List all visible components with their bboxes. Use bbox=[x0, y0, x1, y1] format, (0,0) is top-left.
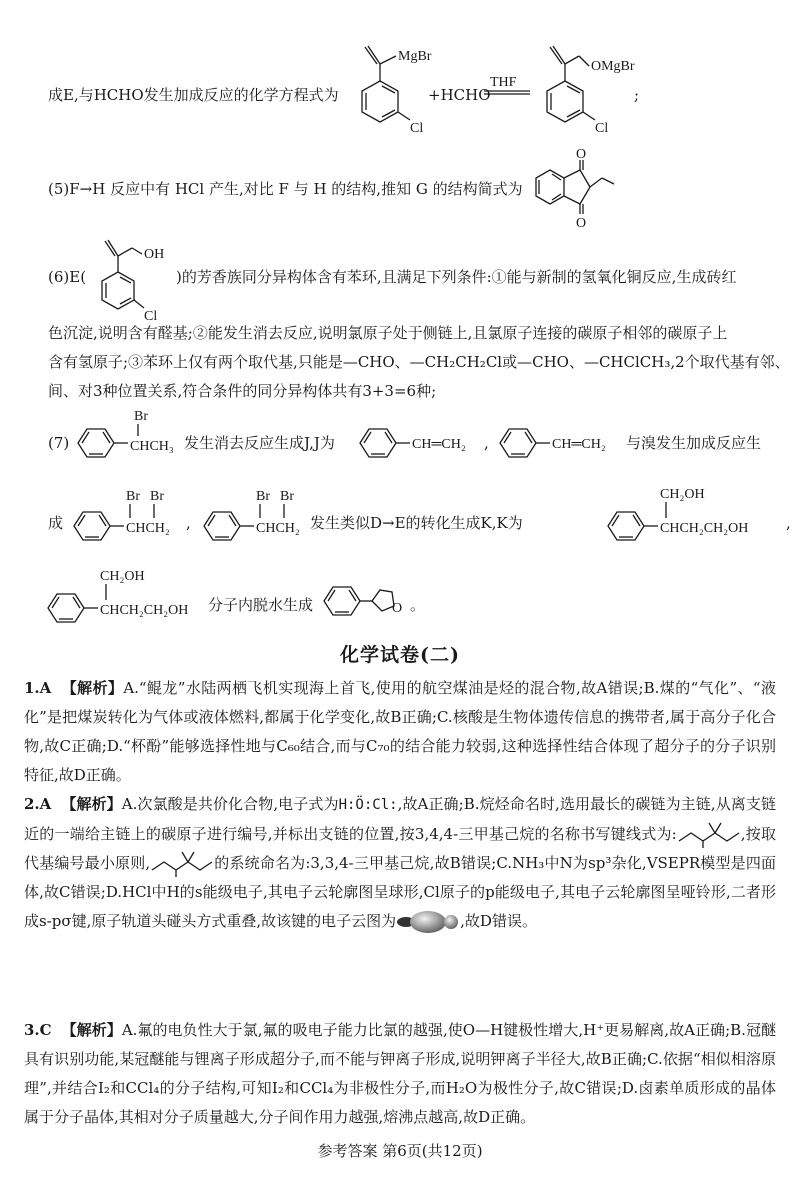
q7-comma3: , bbox=[786, 514, 791, 532]
dibromide-1-br2: Br bbox=[150, 489, 164, 504]
answer-1-text: A.“鲲龙”水陆两栖飞机实现海上首飞,使用的航空煤油是烃的混合物,故A错误;B.煤的“气化”、“液化”是把煤炭转化为气体或液体燃料,都属于化学变化,故B正确;C.核酸是生物体遗传信息的携带者,属于高分子化合物,故C正确;D.“杯酚”能够选择性地与C₆₀结合,而与C₇₀的结合能力较弱,这种选择性结合体现了超分子的分子识别特征,故D正确。 bbox=[24, 679, 776, 784]
g-o-top-label: O bbox=[576, 147, 587, 162]
compound-k-structure-icon-1 bbox=[604, 484, 784, 550]
q6-prefix: (6)E( bbox=[48, 268, 87, 286]
reactant-mgbr-label: MgBr bbox=[398, 49, 432, 64]
e-oh-label: OH bbox=[144, 247, 165, 262]
bromoethylbenzene-structure-icon bbox=[72, 409, 192, 472]
dibromide-structure-icon-1 bbox=[70, 488, 190, 550]
q7-text6: 分子内脱水生成 bbox=[208, 596, 314, 614]
compound-e-structure-icon bbox=[88, 232, 178, 324]
answer-1-tag: 【解析】 bbox=[61, 679, 124, 697]
q7-chch3-label: CHCH₃ bbox=[130, 439, 174, 454]
q7-text3: 与溴发生加成反应生 bbox=[626, 434, 762, 452]
reactant-cl-label: Cl bbox=[410, 121, 424, 136]
q7-text1: 发生消去反应生成J,J为 bbox=[184, 434, 335, 452]
answer-2 bbox=[24, 790, 776, 936]
equation-end: ; bbox=[634, 86, 640, 104]
answer-1-choice: A bbox=[39, 679, 52, 697]
answer-3-tag: 【解析】 bbox=[61, 1021, 122, 1039]
answer-3-number: 3. bbox=[24, 1021, 40, 1039]
answer-1 bbox=[24, 674, 776, 790]
answer-2-number: 2. bbox=[24, 795, 40, 813]
answer-3 bbox=[24, 1016, 776, 1132]
k2-chain-label: CHCH₂CH₂OH bbox=[100, 603, 189, 618]
compound-k-structure-icon-2 bbox=[44, 566, 224, 632]
styrene-structure-icon-2 bbox=[496, 418, 636, 468]
q7-br-label: Br bbox=[134, 409, 148, 424]
g-o-bottom-label: O bbox=[576, 216, 587, 231]
compound-g-structure-icon bbox=[530, 147, 640, 231]
q7-comma1: , bbox=[484, 434, 489, 452]
q6-line1: )的芳香族同分异构体含有苯环,且满足下列条件:①能与新制的氢氧化铜反应,生成砖红 bbox=[176, 268, 737, 286]
product-omgbr-label: OMgBr bbox=[591, 59, 635, 74]
skeletal-formula-icon-2 bbox=[150, 850, 214, 878]
answer-3-choice: C bbox=[39, 1021, 52, 1039]
answer-2-tag: 【解析】 bbox=[61, 795, 122, 813]
page-footer: 参考答案 第6页(共12页) bbox=[317, 1142, 483, 1160]
answer-2-choice: A bbox=[39, 795, 52, 813]
reactant-structure-icon bbox=[350, 36, 440, 136]
q7-text4: 发生类似D→E的转化生成K,K为 bbox=[310, 514, 523, 532]
answer-2-p3: ,按取代基编号最小原则, bbox=[24, 825, 776, 872]
dibromide-structure-icon-2 bbox=[200, 488, 320, 550]
section-title: 化学试卷(二) bbox=[340, 644, 460, 666]
product-structure-icon bbox=[535, 36, 645, 136]
styrene-1-label: CH═CH₂ bbox=[412, 437, 466, 452]
thf-o-label: O bbox=[392, 601, 403, 616]
arrow-thf-label: THF bbox=[490, 75, 517, 90]
answer-2-p4: 的系统命名为:3,3,4-三甲基己烷,故B错误;C.NH₃中N为sp³杂化,VSEPR模型是四面体,故C错误;D.HCl中H的s能级电子,其电子云轮廓图呈球形,Cl原子的p能级电子,其电子云轮廓图呈哑铃形,二者形成s-pσ键,原子轨道头碰头方式重叠,故该键的电子云图为 bbox=[24, 854, 776, 930]
q4-prefix-text: 成E,与HCHO发生加成反应的化学方程式为 bbox=[48, 86, 339, 104]
q6-line4: 间、对3种位置关系,符合条件的同分异构体共有3+3=6种; bbox=[48, 382, 437, 400]
q7-comma2: , bbox=[186, 514, 191, 532]
answer-2-p5: ,故D错误。 bbox=[460, 912, 537, 930]
phenyl-thf-structure-icon bbox=[320, 576, 420, 626]
styrene-2-label: CH═CH₂ bbox=[552, 437, 606, 452]
q7-line2-prefix: 成 bbox=[48, 514, 64, 532]
answer-2-p1: A.次氯酸是共价化合物,电子式为 bbox=[121, 795, 339, 813]
dibromide-2-br2: Br bbox=[280, 489, 294, 504]
e-cl-label: Cl bbox=[144, 309, 158, 324]
k2-ch2oh-label: CH₂OH bbox=[100, 569, 145, 584]
q7-prefix: (7) bbox=[48, 434, 70, 452]
answer-1-number: 1. bbox=[24, 679, 40, 697]
dibromide-2-br1: Br bbox=[256, 489, 270, 504]
product-cl-label: Cl bbox=[595, 121, 609, 136]
k1-chain-label: CHCH₂CH₂OH bbox=[660, 521, 749, 536]
dibromide-1-br1: Br bbox=[126, 489, 140, 504]
reaction-arrow-icon bbox=[482, 74, 532, 100]
styrene-structure-icon-1 bbox=[356, 418, 496, 468]
answer-2-p2: ,故A正确;B.烷烃命名时,选用最长的碳链为主链,从离支链近的一端给主链上的碳原子进行编号,并标出支链的位置,按3,4,4-三甲基己烷的名称书写键线式为: bbox=[24, 795, 776, 843]
dibromide-1-label: CHCH₂ bbox=[126, 521, 170, 536]
q7-end: 。 bbox=[410, 596, 426, 614]
dibromide-2-label: CHCH₂ bbox=[256, 521, 300, 536]
plus-hcho-text: +HCHO bbox=[428, 86, 491, 104]
k1-ch2oh-label: CH₂OH bbox=[660, 487, 705, 502]
electron-cloud-icon bbox=[396, 909, 460, 935]
skeletal-formula-icon-1 bbox=[677, 821, 741, 849]
hocl-electron-formula: H:Ö:Cl: bbox=[338, 797, 398, 813]
q5-text: (5)F→H 反应中有 HCl 产生,对比 F 与 H 的结构,推知 G 的结构简式为 bbox=[48, 180, 523, 198]
q6-line3: 含有氢原子;③苯环上仅有两个取代基,只能是—CHO、—CH₂CH₂Cl或—CHO、—CHClCH₃,2个取代基有邻、 bbox=[48, 353, 790, 371]
answer-3-text: A.氟的电负性大于氯,氟的吸电子能力比氯的越强,使O—H键极性增大,H⁺更易解离,故A正确;B.冠醚具有识别功能,某冠醚能与锂离子形成超分子,而不能与钾离子形成,说明钾离子半径大,故B正确;C.依据“相似相溶原理”,并结合I₂和CCl₄的分子结构,可知I₂和CCl₄为非极性分子,而H₂O为极性分子,故C错误;D.卤素单质形成的晶体属于分子晶体,其相对分子质量越大,分子间作用力越强,熔沸点越高,故D正确。 bbox=[24, 1021, 776, 1126]
q6-line2: 色沉淀,说明含有醛基;②能发生消去反应,说明氯原子处于侧链上,且氯原子连接的碳原子相邻的碳原子上 bbox=[48, 324, 728, 342]
